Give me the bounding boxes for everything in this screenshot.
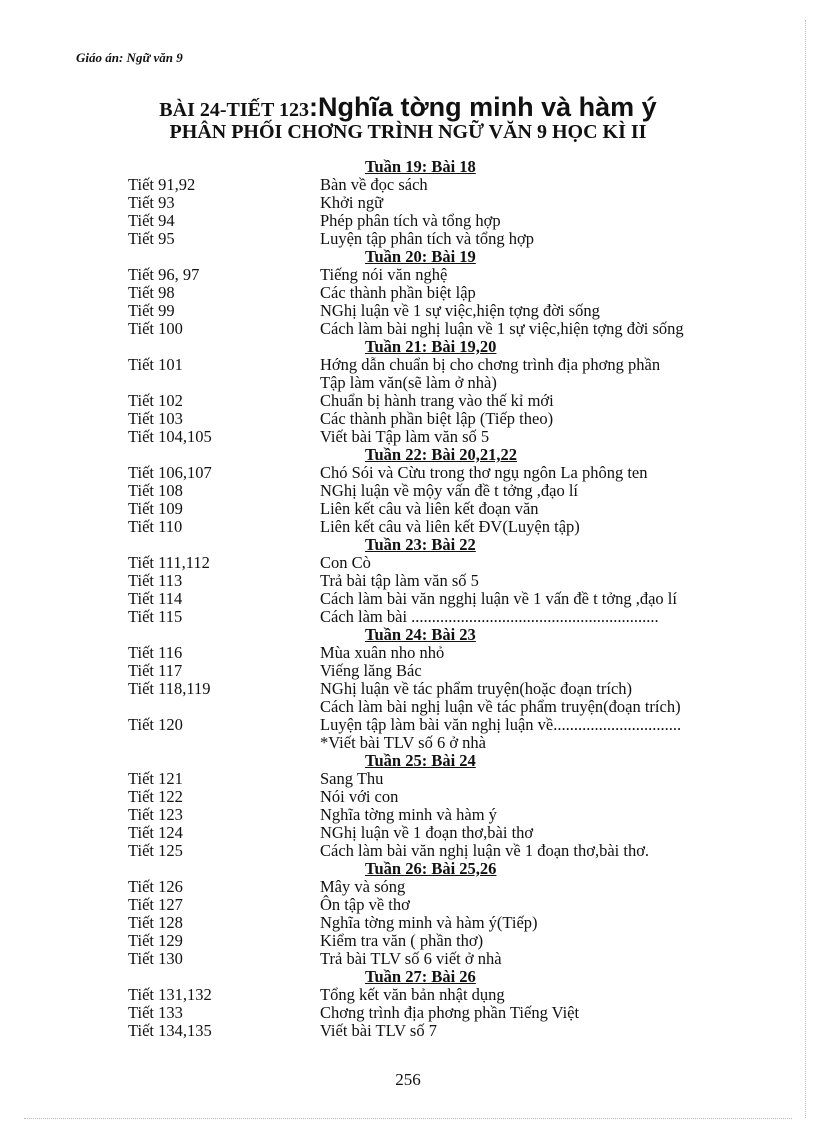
lesson-row <box>128 482 768 500</box>
week-heading: Tuần 25: Bài 24 <box>365 751 476 770</box>
lesson-name: Con Cò <box>320 553 371 572</box>
lesson-row <box>128 284 768 302</box>
lesson-name: Tập làm văn(sẽ làm ở nhà) <box>320 373 497 392</box>
lesson-number: Tiết 126 <box>128 877 183 896</box>
lesson-row <box>128 194 768 212</box>
lesson-name: NGhị luận về tác phẩm truyện(hoặc đoạn trích) <box>320 679 633 698</box>
week-heading-row <box>128 968 768 986</box>
lesson-row <box>128 932 768 950</box>
week-heading: Tuần 24: Bài 23 <box>365 625 476 644</box>
lesson-name: Các thành phần biệt lập (Tiếp theo) <box>320 409 554 428</box>
schedule-table <box>128 158 768 1040</box>
lesson-name: *Viết bài TLV số 6 ở nhà <box>320 733 487 752</box>
lesson-name: Luyện tập phân tích và tổng hợp <box>320 229 535 248</box>
week-heading: Tuần 19: Bài 18 <box>365 157 476 176</box>
lesson-number: Tiết 101 <box>128 355 183 374</box>
lesson-name: Viết bài TLV số 7 <box>320 1021 437 1040</box>
lesson-name: Mây và sóng <box>320 877 406 896</box>
lesson-number <box>128 734 320 752</box>
lesson-name: Tổng kết văn bản nhật dụng <box>320 985 505 1004</box>
lesson-number: Tiết 116 <box>128 643 183 662</box>
lesson-row <box>128 986 768 1004</box>
lesson-number: Tiết 109 <box>128 499 183 518</box>
lesson-number: Tiết 113 <box>128 571 183 590</box>
lesson-name: Liên kết câu và liên kết ĐV(Luyện tập) <box>320 517 580 536</box>
week-heading-row <box>128 536 768 554</box>
lesson-title-prefix: BÀI 24-TIẾT 123 <box>159 99 309 121</box>
lesson-row <box>128 392 768 410</box>
lesson-number: Tiết 104,105 <box>128 427 212 446</box>
lesson-row <box>128 518 768 536</box>
lesson-name: Phép phân tích và tổng hợp <box>320 211 501 230</box>
week-heading: Tuần 26: Bài 25,26 <box>365 859 497 878</box>
lesson-number: Tiết 118,119 <box>128 679 211 698</box>
lesson-name: NGhị luận về 1 sự việc,hiện tợng đời sống <box>320 301 600 320</box>
page-border-bottom <box>24 1118 792 1119</box>
lesson-row <box>128 320 768 338</box>
week-heading-row <box>128 338 768 356</box>
lesson-name: Tiếng nói văn nghệ <box>320 265 448 284</box>
lesson-row <box>128 212 768 230</box>
lesson-name: Cách làm bài văn nghị luận về 1 đoạn thơ,bài thơ. <box>320 841 650 860</box>
week-heading-row <box>128 860 768 878</box>
lesson-number: Tiết 130 <box>128 949 183 968</box>
lesson-name: Hớng dẫn chuẩn bị cho chơng trình địa phơng phần <box>320 355 661 374</box>
lesson-row <box>128 266 768 284</box>
lesson-name: Viết bài Tập làm văn số 5 <box>320 427 490 446</box>
lesson-number: Tiết 114 <box>128 589 183 608</box>
lesson-name: Trả bài TLV số 6 viết ở nhà <box>320 949 502 968</box>
lesson-name: Kiểm tra văn ( phần thơ) <box>320 931 484 950</box>
lesson-number: Tiết 94 <box>128 211 175 230</box>
lesson-row <box>128 716 768 734</box>
lesson-number: Tiết 98 <box>128 283 175 302</box>
lesson-row <box>128 644 768 662</box>
document-header: Giáo án: Ngữ văn 9 <box>76 50 183 65</box>
lesson-number: Tiết 129 <box>128 931 183 950</box>
lesson-number: Tiết 99 <box>128 301 175 320</box>
lesson-row <box>128 572 768 590</box>
lesson-row <box>128 950 768 968</box>
lesson-row <box>128 428 768 446</box>
week-heading-row <box>128 446 768 464</box>
lesson-name: Chuẩn bị hành trang vào thế kỉ mới <box>320 391 554 410</box>
lesson-name: Bàn về đọc sách <box>320 175 428 194</box>
lesson-number: Tiết 91,92 <box>128 175 196 194</box>
lesson-name: Cách làm bài ............................................................ <box>320 607 659 626</box>
lesson-row <box>128 914 768 932</box>
lesson-number: Tiết 96, 97 <box>128 265 200 284</box>
lesson-number: Tiết 95 <box>128 229 175 248</box>
lesson-number: Tiết 103 <box>128 409 183 428</box>
lesson-row <box>128 662 768 680</box>
lesson-row <box>128 356 768 374</box>
lesson-row <box>128 698 768 716</box>
page-number: 256 <box>395 1070 421 1089</box>
lesson-number <box>128 698 320 716</box>
lesson-title-main: :Nghĩa tờng minh và hàm ý <box>308 92 657 122</box>
week-heading: Tuần 22: Bài 20,21,22 <box>365 445 518 464</box>
lesson-number <box>128 374 320 392</box>
lesson-name: NGhị luận về mộy vấn đề t tởng ,đạo lí <box>320 481 579 500</box>
lesson-name: Nghĩa tờng minh và hàm ý(Tiếp) <box>320 913 538 932</box>
week-heading-row <box>128 752 768 770</box>
lesson-number: Tiết 131,132 <box>128 985 212 1004</box>
lesson-row <box>128 734 768 752</box>
week-heading: Tuần 21: Bài 19,20 <box>365 337 497 356</box>
lesson-row <box>128 410 768 428</box>
lesson-number: Tiết 117 <box>128 661 183 680</box>
lesson-number: Tiết 100 <box>128 319 183 338</box>
lesson-name: Nghĩa tờng minh và hàm ý <box>320 805 497 824</box>
lesson-name: NGhị luận về 1 đoạn thơ,bài thơ <box>320 823 534 842</box>
lesson-title <box>0 92 816 123</box>
lesson-row <box>128 1022 768 1040</box>
lesson-number: Tiết 121 <box>128 769 183 788</box>
lesson-row <box>128 590 768 608</box>
lesson-number: Tiết 102 <box>128 391 183 410</box>
lesson-name: Luyện tập làm bài văn nghị luận về............................... <box>320 715 682 734</box>
lesson-name: Liên kết câu và liên kết đoạn văn <box>320 499 539 518</box>
lesson-row <box>128 788 768 806</box>
week-heading: Tuần 27: Bài 26 <box>365 967 476 986</box>
lesson-name: Khởi ngữ <box>320 193 384 212</box>
lesson-number: Tiết 127 <box>128 895 183 914</box>
lesson-name: Sang Thu <box>320 769 384 788</box>
lesson-row <box>128 806 768 824</box>
lesson-row <box>128 824 768 842</box>
lesson-number: Tiết 134,135 <box>128 1021 212 1040</box>
lesson-row <box>128 374 768 392</box>
lesson-name: Trả bài tập làm văn số 5 <box>320 571 479 590</box>
lesson-number: Tiết 124 <box>128 823 183 842</box>
lesson-number: Tiết 111,112 <box>128 553 210 572</box>
lesson-number: Tiết 110 <box>128 517 183 536</box>
lesson-row <box>128 230 768 248</box>
week-heading-row <box>128 248 768 266</box>
lesson-row <box>128 554 768 572</box>
lesson-name: Các thành phần biệt lập <box>320 283 476 302</box>
lesson-row <box>128 680 768 698</box>
lesson-row <box>128 896 768 914</box>
lesson-row <box>128 500 768 518</box>
lesson-name: Cách làm bài nghị luận về tác phẩm truyện(đoạn trích) <box>320 697 681 716</box>
lesson-name: Viếng lăng Bác <box>320 661 422 680</box>
lesson-row <box>128 302 768 320</box>
lesson-row <box>128 608 768 626</box>
week-heading: Tuần 20: Bài 19 <box>365 247 476 266</box>
week-heading-row <box>128 158 768 176</box>
lesson-name: Chó Sói và Cừu trong thơ ngụ ngôn La phông ten <box>320 463 648 482</box>
page-border-right <box>805 20 806 1118</box>
lesson-name: Chơng trình địa phơng phần Tiếng Việt <box>320 1003 580 1022</box>
week-heading-row <box>128 626 768 644</box>
lesson-number: Tiết 125 <box>128 841 183 860</box>
lesson-number: Tiết 128 <box>128 913 183 932</box>
lesson-name: Cách làm bài nghị luận về 1 sự việc,hiện tợng đời sống <box>320 319 684 338</box>
lesson-number: Tiết 108 <box>128 481 183 500</box>
lesson-row <box>128 842 768 860</box>
lesson-row <box>128 770 768 788</box>
lesson-row <box>128 464 768 482</box>
lesson-row <box>128 1004 768 1022</box>
lesson-number: Tiết 115 <box>128 607 183 626</box>
lesson-row <box>128 878 768 896</box>
lesson-name: Cách làm bài văn ngghị luận về 1 vấn đề t tởng ,đạo lí <box>320 589 677 608</box>
lesson-number: Tiết 106,107 <box>128 463 212 482</box>
lesson-name: Ôn tập về thơ <box>320 895 410 914</box>
lesson-number: Tiết 133 <box>128 1003 183 1022</box>
lesson-row <box>128 176 768 194</box>
lesson-name: Nói với con <box>320 787 399 806</box>
lesson-number: Tiết 123 <box>128 805 183 824</box>
lesson-number: Tiết 122 <box>128 787 183 806</box>
lesson-number: Tiết 93 <box>128 193 175 212</box>
week-heading: Tuần 23: Bài 22 <box>365 535 476 554</box>
lesson-number: Tiết 120 <box>128 715 183 734</box>
curriculum-subtitle: PHÂN PHỐI CHƠNG TRÌNH NGỮ VĂN 9 HỌC KÌ II <box>169 121 647 143</box>
lesson-name: Mùa xuân nho nhỏ <box>320 643 445 662</box>
